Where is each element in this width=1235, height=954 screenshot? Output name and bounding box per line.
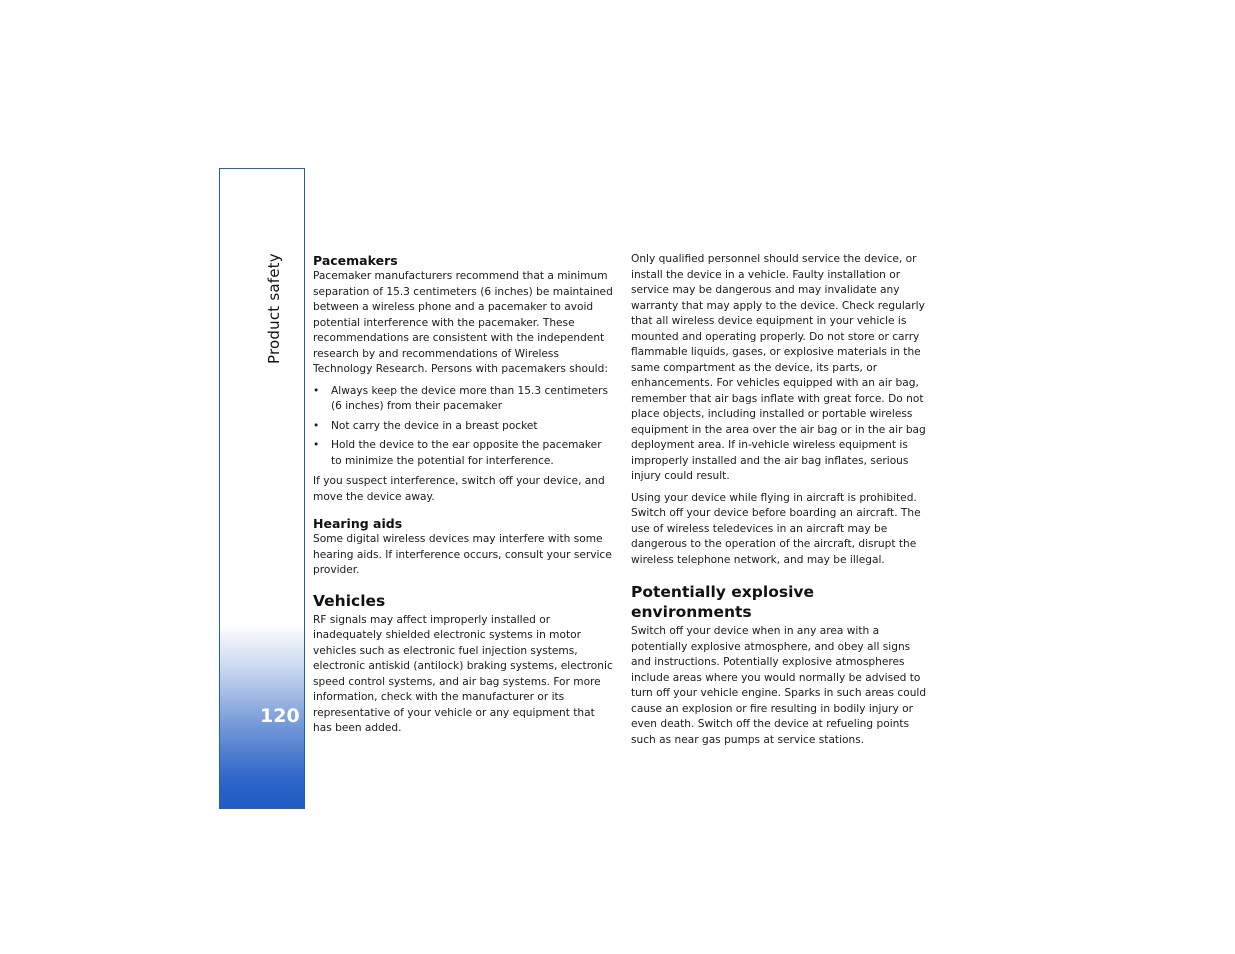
page-number: 120 (260, 705, 300, 727)
list-item: • Hold the device to the ear opposite the pacemaker to minimize the potential for interference. (313, 439, 602, 467)
pacemakers-heading: Pacemakers (313, 253, 398, 268)
aircraft-body: Using your device while flying in aircraft is prohibited. Switch off your device before boarding an aircraft. The use of wireless teledevices in an aircraft may be dangerous to the operation of the aircraft, disrupt the wireless telephone network, and may be illegal. (631, 491, 921, 566)
right-column (631, 252, 931, 754)
pacemakers-bullet-list (313, 384, 613, 470)
left-column (313, 252, 613, 743)
pacemakers-outro: If you suspect interference, switch off your device, and move the device away. (313, 475, 605, 503)
vehicles-continued-body: Only qualified personnel should service the device, or install the device in a vehicle. Faulty installation or service may be dangerous and may invalidate any warranty that may apply to the device. Check regularly that all wireless device equipment in your vehicle is mounted and operating properly. Do not store or carry flammable liquids, gases, or explosive materials in the same compartment as the device, its parts, or enhancements. For vehicles equipped with an air bag, remember that air bags inflate with great force. Do not place objects, including installed or portable wireless equipment in the area over the air bag or in the air bag deployment area. If in-vehicle wireless equipment is improperly installed and the air bag inflates, serious injury could result. (631, 253, 926, 482)
bullet-icon: • (313, 419, 320, 432)
explosive-environments-heading: Potentially explosive environments (631, 583, 814, 621)
list-item: • Always keep the device more than 15.3 centimeters (6 inches) from their pacemaker (313, 384, 609, 412)
list-item: • Not carry the device in a breast pocket (313, 419, 613, 435)
explosive-environments-body: Switch off your device when in any area with a potentially explosive atmosphere, and obey all signs and instructions. Potentially explosive atmospheres include areas where you would normally be advised to turn off your vehicle engine. Sparks in such areas could cause an explosion or fire resulting in bodily injury or even death. Switch off the device at refueling points such as near gas pumps at service stations. (631, 625, 927, 746)
section-title: Product safety (265, 253, 283, 364)
hearing-aids-heading: Hearing aids (313, 516, 403, 531)
vehicles-body: RF signals may affect improperly installed or inadequately shielded electronic systems in motor vehicles such as electronic fuel injection systems, electronic antiskid (antilock) braking systems, electronic speed control systems, and air bag systems. For more information, check with the manufacturer or its representative of your vehicle or any equipment that has been added. (313, 613, 613, 734)
bullet-icon: • (313, 439, 320, 451)
pacemakers-intro: Pacemaker manufacturers recommend that a minimum separation of 15.3 centimeters (6 inches) be maintained between a wireless phone and a pacemaker to avoid potential interference with the pacemaker. These recommendations are consistent with the independent research by and recommendations of Wireless Technology Research. Persons with pacemakers should: (313, 270, 613, 375)
vehicles-heading: Vehicles (313, 591, 386, 610)
hearing-aids-body: Some digital wireless devices may interfere with some hearing aids. If interference occurs, consult your service provider. (313, 533, 612, 576)
bullet-icon: • (313, 384, 320, 397)
